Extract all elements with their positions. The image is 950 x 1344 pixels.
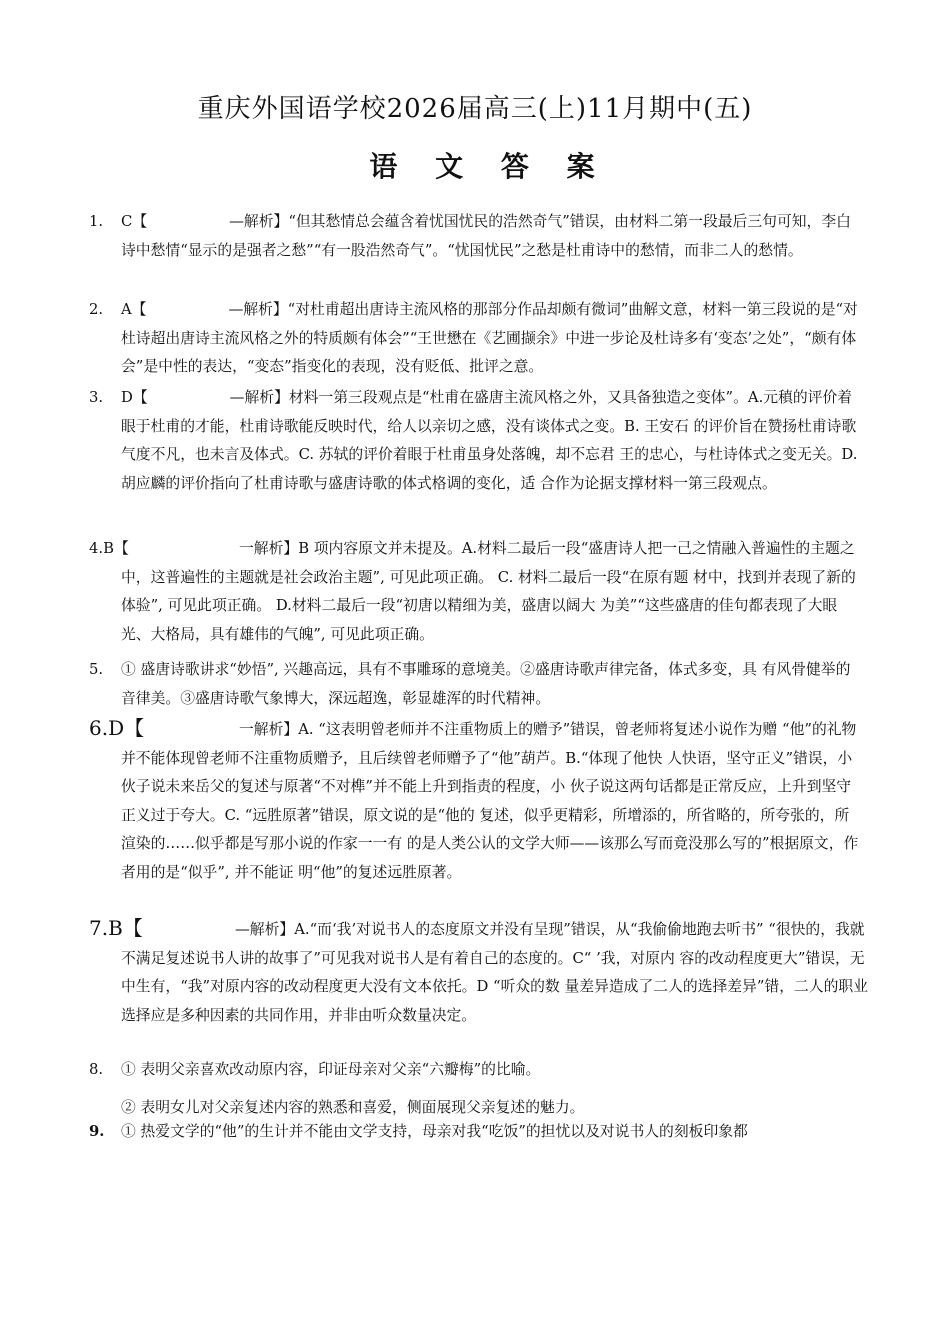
answer-point: ① 表明父亲喜欢改动原内容，印证母亲对父亲“六瓣梅”的比喻。: [121, 1061, 541, 1078]
question-number: 6.D【: [89, 716, 145, 740]
answer-text: [121, 1118, 861, 1147]
question-number: 9.: [89, 1123, 105, 1140]
answer-item-8: [0, 1056, 950, 1122]
answer-item-1: [0, 208, 950, 265]
question-number: 7.B【: [89, 916, 143, 940]
answer-text: [121, 716, 861, 887]
answer-choice: A【: [121, 301, 147, 318]
answer-explanation: 一解析】B 项内容原文并未提及。A.材料二最后一段“盛唐诗人把一己之情融入普遍性的主题之中，这普遍性的主题就是社会政治主题”, 可见此项正确。 C. 材料二最后一段“在原有题 材中，找到并表现了新的体验”, 可见此项正确。 D.材料二最后一段“初唐以精细为美，盛唐以阔大 为美”“这些盛唐的佳句都表现了大眼光、大格局，具有雄伟的气魄”, 可见此项正确。: [121, 540, 856, 643]
answer-item-9: [0, 1118, 950, 1147]
page-title: 重庆外国语学校2026届高三(上)11月期中(五): [197, 94, 753, 124]
answer-text: [121, 296, 861, 382]
answer-explanation: —解析】A.“而‘我’对说书人的态度原文并没有呈现”错误，从“我偷偷地跑去听书” “很快的，我就不满足复述说书人讲的故事了”可见我对说书人是有着自己的态度的。C“ ’我，对原内 容的改动程度更大”错误，无中生有，“我”对原内容的改动程度更大没有文本依托。D “听众的数 量差异造成了二人的选择差异”错，二人的职业选择应是多种因素的共同作用，并非由听众数量决定。: [121, 921, 868, 1024]
question-number: 3.: [89, 389, 104, 406]
answer-item-6: [0, 716, 950, 887]
document-subtitle: 语 文 答 案: [369, 150, 609, 183]
answer-explanation: ① 热爱文学的“他”的生计并不能由文学支持，母亲对我“吃饭”的担忧以及对说书人的刻板印象都: [121, 1123, 748, 1140]
answer-explanation: 一解析】A. “这表明曾老师并不注重物质上的赠予”错误，曾老师将复述小说作为赠 “他”的礼物并不能体现曾老师不注重物质赠予，且后续曾老师赠予了“他”葫芦。B.“体现了他快 人快语，坚守正义”错误，小伙子说未来岳父的复述与原著“不对榫”并不能上升到指责的程度，小 伙子说这两句话都是正常反应，上升到坚守正义过于夸大。C. “远胜原著”错误，原文说的是“他的 复述，似乎更精彩，所增添的，所省略的，所夸张的，所渲染的……似乎都是写那小说的作家一一有 的是人类公认的文学大师——该那么写而竟没那么写的”根据原文，作者用的是“似乎”, 并不能证 明“他”的复述远胜原著。: [121, 721, 859, 881]
answer-choice: D【: [121, 389, 148, 406]
answer-explanation: ① 盛唐诗歌讲求“妙悟”, 兴趣高远，具有不事雕琢的意境美。②盛唐诗歌声律完备，体式多变，具 有风骨健举的音律美。③盛唐诗歌气象博大，深远超逸，彰显雄浑的时代精神。: [121, 661, 851, 707]
answer-explanation: —解析】材料一第三段观点是“杜甫在盛唐主流风格之外，又具备独造之变体”。A.元稹的评价着眼于杜甫的才能，杜甫诗歌能反映时代，给人以亲切之感，没有谈体式之变。B. 王安石 的评价旨在赞扬杜甫诗歌气度不凡，也未言及体式。C. 苏轼的评价着眼于杜甫虽身处落魄，却不忘君 王的忠心，与杜诗体式之变无关。D.胡应麟的评价指向了杜甫诗歌与盛唐诗歌的体式格调的变化，适 合作为论据支撑材料一第三段观点。: [121, 389, 858, 492]
question-number: 1.: [89, 213, 104, 230]
question-number: 2.: [89, 301, 104, 318]
answer-text: [121, 1056, 861, 1122]
answer-text: [121, 535, 861, 649]
answer-text: [121, 384, 861, 498]
question-number: 8.: [89, 1061, 104, 1078]
answer-text: [121, 208, 861, 265]
answer-choice: C【: [121, 213, 148, 230]
answer-item-7: [0, 916, 950, 1030]
answer-item-2: [0, 296, 950, 382]
question-number: 5.: [89, 661, 104, 678]
answer-point: ② 表明女儿对父亲复述内容的熟悉和喜爱，侧面展现父亲复述的魅力。: [121, 1098, 585, 1116]
answer-item-3: [0, 384, 950, 498]
answer-text: [121, 916, 877, 1030]
answer-explanation: —解析】“对杜甫超出唐诗主流风格的那部分作品却颇有微词”曲解文意，材料一第三段说的是“对杜诗超出唐诗主流风格之外的特质颇有体会”“王世懋在《艺圃撷余》中进一步论及杜诗多有‘变态’之处”，“颇有体会”是中性的表达，“变态”指变化的表现，没有贬低、批评之意。: [121, 301, 858, 375]
answer-item-5: [0, 656, 950, 713]
answer-item-4: [0, 535, 950, 649]
question-number: 4.B【: [89, 540, 129, 557]
answer-text: [121, 656, 861, 713]
answer-explanation: —解析】“但其愁情总会蕴含着忧国忧民的浩然奇气”错误，由材料二第一段最后三句可知，李白诗中愁情“显示的是强者之愁”“有一股浩然奇气”。“忧国忧民”之愁是杜甫诗中的愁情，而非二人的愁情。: [121, 213, 851, 259]
